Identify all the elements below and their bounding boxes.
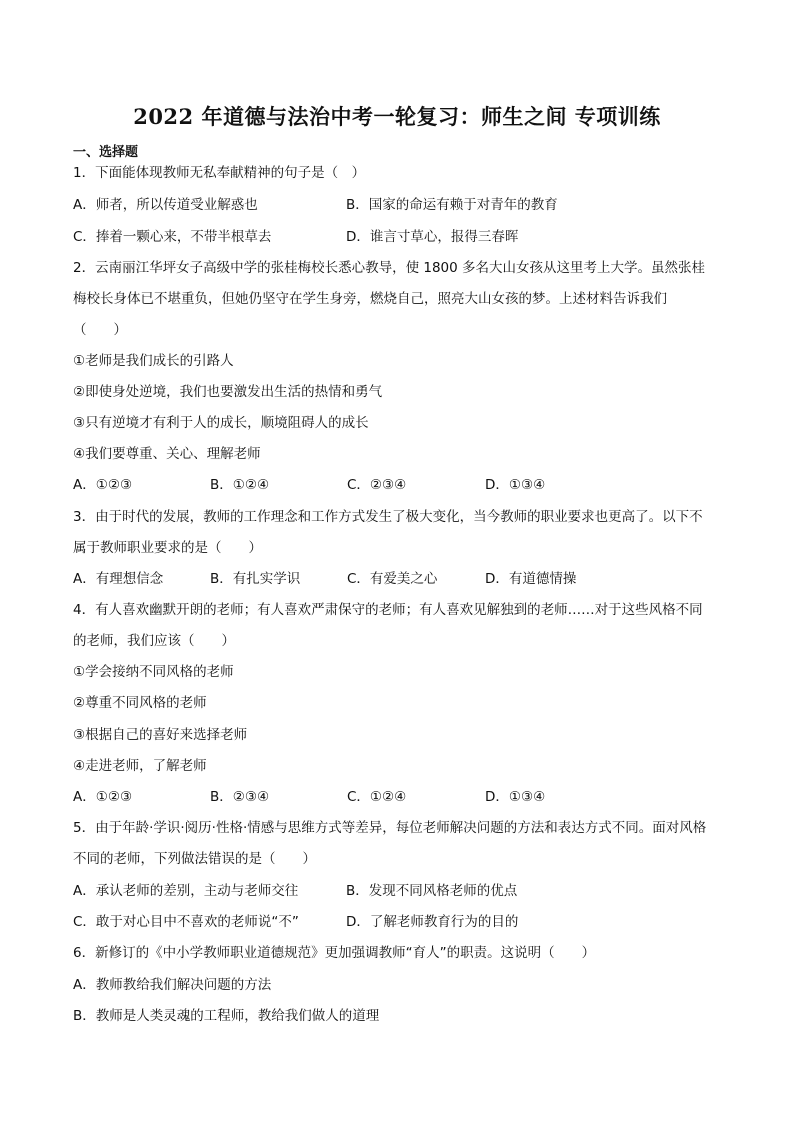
question-2-stem-line-3: （ ） [73, 322, 127, 338]
question-4-option-c: C．①②④ [347, 789, 407, 805]
question-2-statement-4: ④我们要尊重、关心、理解老师 [73, 446, 261, 462]
question-4-statement-1: ①学会接纳不同风格的老师 [73, 664, 234, 680]
question-2-option-a: A．①②③ [73, 477, 133, 493]
question-5-option-b: B．发现不同风格老师的优点 [346, 883, 518, 899]
question-1-option-d: D．谁言寸草心，报得三春晖 [346, 229, 519, 245]
question-2-statement-3: ③只有逆境才有利于人的成长，顺境阻碍人的成长 [73, 415, 369, 431]
question-4-statement-2: ②尊重不同风格的老师 [73, 695, 207, 711]
section-heading: 一、选择题 [73, 145, 139, 160]
question-2-statement-2: ②即使身处逆境，我们也要激发出生活的热情和勇气 [73, 384, 383, 400]
question-6-option-b: B．教师是人类灵魂的工程师，教给我们做人的道理 [73, 1008, 380, 1024]
question-2-option-b: B．①②④ [210, 477, 270, 493]
question-4-statement-4: ④走进老师，了解老师 [73, 758, 207, 774]
question-1-option-a: A．师者，所以传道受业解惑也 [73, 197, 258, 213]
question-3-option-b: B．有扎实学识 [210, 571, 301, 587]
question-5-option-a: A．承认老师的差别，主动与老师交往 [73, 883, 299, 899]
question-4-option-d: D．①③④ [485, 789, 546, 805]
question-6-option-a: A．教师教给我们解决问题的方法 [73, 977, 272, 993]
question-5-stem-line-1: 5．由于年龄·学识·阅历·性格·情感与思维方式等差异，每位老师解决问题的方法和表达方式不同。面对风格 [73, 820, 707, 836]
question-3-stem-line-1: 3．由于时代的发展，教师的工作理念和工作方式发生了极大变化，当今教师的职业要求也更高了。以下不 [73, 509, 703, 525]
question-6-stem: 6．新修订的《中小学教师职业道德规范》更加强调教师“育人”的职责。这说明（ ） [73, 945, 596, 961]
question-1-option-b: B．国家的命运有赖于对青年的教育 [346, 197, 558, 213]
question-5-option-d: D．了解老师教育行为的目的 [346, 914, 519, 930]
question-5-option-c: C．敢于对心目中不喜欢的老师说“不” [73, 914, 299, 930]
question-3-option-a: A．有理想信念 [73, 571, 164, 587]
question-2-statement-1: ①老师是我们成长的引路人 [73, 353, 234, 369]
question-2-stem-line-2: 梅校长身体已不堪重负，但她仍坚守在学生身旁，燃烧自己，照亮大山女孩的梦。上述材料告诉我们 [73, 291, 667, 307]
question-4-stem-line-1: 4．有人喜欢幽默开朗的老师；有人喜欢严肃保守的老师；有人喜欢见解独到的老师……对于这些风格不同 [73, 602, 703, 618]
question-4-option-a: A．①②③ [73, 789, 133, 805]
question-5-stem-line-2: 不同的老师，下列做法错误的是（ ） [73, 851, 316, 867]
question-2-option-d: D．①③④ [485, 477, 546, 493]
question-2-option-c: C．②③④ [347, 477, 407, 493]
question-3-option-c: C．有爱美之心 [347, 571, 438, 587]
page-title: 2022 年道德与法治中考一轮复习：师生之间 专项训练 [133, 104, 661, 129]
question-4-stem-line-2: 的老师，我们应该（ ） [73, 633, 235, 649]
question-1-stem: 1．下面能体现教师无私奉献精神的句子是（ ） [73, 165, 366, 181]
question-1-option-c: C．捧着一颗心来，不带半根草去 [73, 229, 272, 245]
question-3-stem-line-2: 属于教师职业要求的是（ ） [73, 540, 262, 556]
question-2-stem-line-1: 2．云南丽江华坪女子高级中学的张桂梅校长悉心教导，使 1800 多名大山女孩从这里考上大学。虽然张桂 [73, 260, 706, 276]
question-4-option-b: B．②③④ [210, 789, 270, 805]
question-3-option-d: D．有道德情操 [485, 571, 577, 587]
question-4-statement-3: ③根据自己的喜好来选择老师 [73, 727, 248, 743]
